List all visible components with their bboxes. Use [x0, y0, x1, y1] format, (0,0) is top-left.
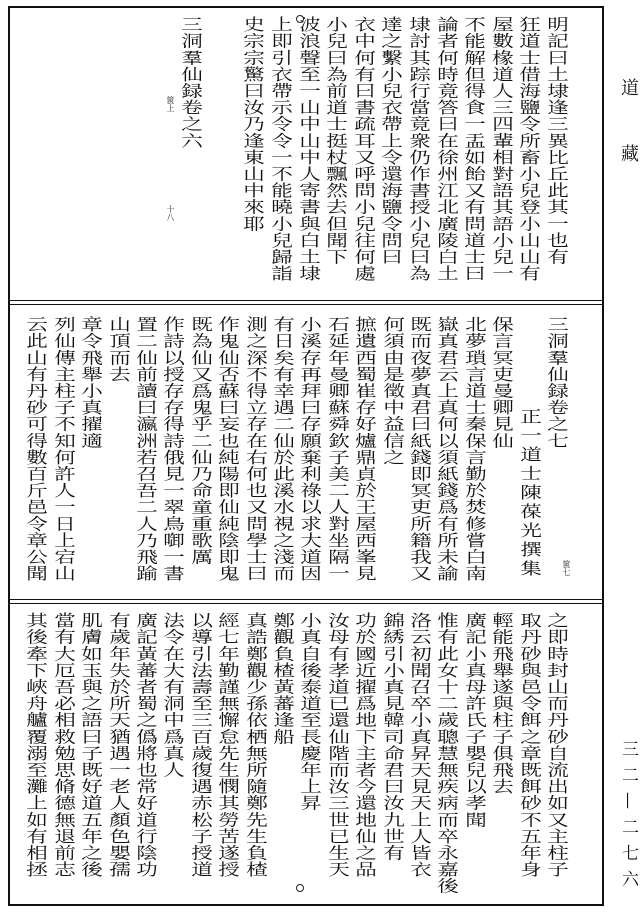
text-column: 不能解但得食一盂如飴又有問道士曰 [461, 16, 487, 282]
text-column: 埭討其踪行當竟衆仍作書授小兒曰為 [405, 16, 432, 282]
collection-name-char: 藏 [621, 144, 639, 165]
text-column: 作詩以授存存得詩俄見一翠鳥啣一書 [160, 316, 186, 582]
text-column: 廣記黃蕃者蜀之僞將也常好道行陰功 [132, 612, 159, 878]
text-column: 惟有此女十二歲聰慧無疾病而卒永嘉後 [434, 612, 460, 895]
text-column: 北夢瑣言道士秦保言勤於焚修嘗白南 [461, 316, 488, 582]
text-column: 置二仙前讀曰瀛洲若召吾二人乃飛踰 [132, 316, 159, 582]
text-column: 明記曰土埭逢三異比丘此其一也有 [543, 16, 570, 265]
text-column: 論者何時竟答曰在徐州江北廣陵白土 [433, 16, 460, 282]
text-column: 輕能飛舉遂與柱子俱飛去 [489, 612, 515, 795]
text-column: 石延年曼卿蘇舜欽子美二人對坐隔一 [324, 316, 351, 582]
text-column: 史宗宗驚曰汝乃逢東山中來耶 [240, 16, 266, 232]
volume-title: 三洞羣仙録卷之六 [177, 16, 204, 149]
text-column: 列仙傳主柱子不知何許人一日上宕山 [50, 316, 77, 582]
text-column: 既而夜夢真君曰紙錢即冥吏所籍我又 [406, 316, 433, 582]
collection-name-char: 道 [621, 78, 639, 99]
text-column: 其後牽下峽舟艫覆溺至灘上如有相拯 [23, 612, 49, 878]
author-byline: 正一道士陳葆光撰集 [516, 408, 543, 579]
text-column: 以導引法壽至三百歲復遇赤松子授道 [187, 612, 214, 878]
text-column: 嶽真君云上真何以須紙錢爲有所未諭 [434, 316, 460, 582]
text-column: 法令在大有洞中爲真人 [160, 612, 186, 778]
folio-mark: 篋上 [166, 96, 175, 112]
folio-mark: 篋七 [562, 560, 571, 576]
text-column: 波浪聲至一山中山中人寄書與白土埭 [295, 16, 322, 282]
printer-circle-mark [296, 884, 304, 892]
text-column: 汝母有孝道已還仙階而汝三世已生天 [324, 612, 351, 878]
page-number: 三二—二七六 [618, 740, 638, 896]
text-column: 衣中何有曰書疏耳又呼問小兒往何處 [350, 16, 377, 282]
folio-mark: 十八 [166, 205, 175, 221]
text-column: 經七年勤謹無懈怠先生憫其勞苦遂授 [215, 612, 241, 878]
text-column: 真誥鄭觀少孫依栖無所隨鄭先生負楂 [242, 612, 269, 878]
text-column: 保言冥吏曼卿見仙 [489, 316, 515, 449]
text-column: 錦綉引小真見韓司命君曰汝九世有 [379, 612, 406, 861]
text-column: 小真自後泰道至長慶年上昇 [297, 612, 323, 812]
text-column: 達之繫小兒衣帶上令還海鹽令問曰 [378, 16, 404, 265]
text-column: 洛云初聞召卒小真昇天見天上人皆衣 [406, 612, 433, 878]
text-column: 章令飛舉小真擢適 [78, 316, 104, 449]
text-column: 小兒曰為前道士挺杖飄然去但聞下 [323, 16, 349, 265]
printer-circle-mark [296, 15, 304, 23]
text-column: 既為仙又爲鬼乎二仙乃命童重歌厲 [187, 316, 214, 565]
text-column: 有日矣有幸遇二仙於此溪水視之淺而 [269, 316, 296, 582]
text-column: 上即引衣帶示令令一不能曉小兒歸詣 [267, 16, 294, 282]
text-column: 摭遺西蜀崔存好爐鼎貞於王屋西峯見 [352, 316, 378, 582]
text-column: 小溪存再拜曰存願棄利祿以求大道因 [297, 316, 323, 582]
text-column: 測之深不得立存在右何也又問學士曰 [242, 316, 269, 582]
text-column: 廣記小真母許氏子嬰兒以孝聞 [461, 612, 488, 828]
text-column: 云此山有丹砂可得數百斤邑令章公聞 [23, 316, 49, 582]
text-column: 之即時封山而丹砂自流出如又主柱子 [543, 612, 570, 878]
text-column: 何須由是徵中益信之 [379, 316, 406, 466]
text-column: 肌膚如玉與之語曰子既好道五年之後 [78, 612, 104, 878]
text-column: 屋數椽道人三四輩相對語其語小兒一 [488, 16, 515, 282]
text-column: 有歲年失於所天猶遇一老人顏色嬰孺 [105, 612, 132, 878]
text-column: 鄭觀負楂黃蕃逢船 [269, 612, 296, 745]
text-column: 作鬼仙否蘇曰妄也純陽即仙純陰即鬼 [215, 316, 241, 582]
volume-title: 三洞羣仙録卷之七 [543, 316, 570, 449]
text-column: 功於國近擢爲地下主者今還地仙之品 [352, 612, 378, 878]
text-column: 山頂而去 [105, 316, 132, 383]
text-column: 當有大厄吾必相救勉思脩德無退前志 [50, 612, 77, 878]
text-column: 取丹砂與邑令餌之章既餌砂不五年身 [516, 612, 543, 878]
text-column: 狂道士借海鹽令所畜小兒登小山山有 [516, 16, 542, 282]
